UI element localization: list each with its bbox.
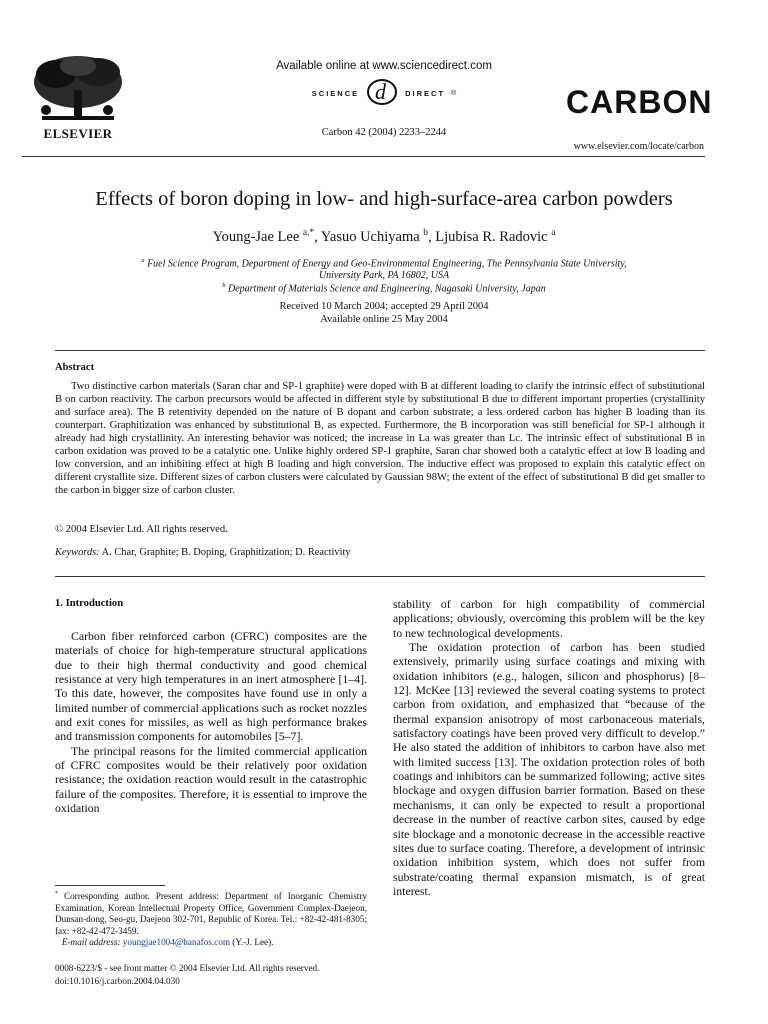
keywords-list: A. Char, Graphite; B. Doping, Graphitization; D. Reactivity [99,547,351,558]
affiliation-mark: a [141,257,145,264]
doi-line: doi:10.1016/j.carbon.2004.04.030 [55,976,180,986]
email-suffix: (Y.-J. Lee). [230,937,274,948]
footnote-mark: * [55,891,58,897]
right-column [393,597,705,898]
keywords-label: Keywords: [55,547,100,558]
sciencedirect-left-word: SCIENCE [311,88,360,98]
author-list [0,228,768,246]
author-name: Yasuo Uchiyama [320,228,420,245]
registered-mark: ® [451,89,457,97]
available-online-link[interactable]: Available online at www.sciencedirect.com [276,60,492,72]
title-divider [55,350,705,351]
affiliation-b [0,280,768,295]
sciencedirect-d-icon [365,75,399,112]
journal-url-link[interactable]: www.elsevier.com/locate/carbon [573,141,704,152]
author-separator: , [314,228,321,245]
email-label: E-mail address: [61,937,121,948]
affiliation-mark: b [222,282,226,289]
footnote [55,889,367,949]
journal-citation: Carbon 42 (2004) 2233–2244 [321,127,447,138]
affiliation-a [0,255,768,282]
author-name: Ljubisa R. Radovic [435,228,548,245]
front-matter-line: 0008-6223/$ - see front matter © 2004 Elsevier Ltd. All rights reserved. [55,963,320,973]
sciencedirect-right-word: DIRECT [405,88,446,98]
body-paragraph: The oxidation protection of carbon has been studied extensively, primarily using surface coatings and mixing with oxidation inhibitors (e.g., halogen, silicon and phosphorus) [8–12]. McKee [13] reviewed the several coating systems to protect carbon from oxidation, and emphasized that “because of the thermal expansion anisotropy of most carbonaceous materials, satisfactory coatings have been proved very difficult to develop.” He also stated the addition of inhibitors to carbon have also met with limited success [13]. The oxidation protection roles of both coatings and inhibitors can be summarized following; active sites blockage and oxygen diffusion barrier formation. Based on these mechanisms, it can only be expected to result a proportional decrease in the number of reactive carbon sites, caused by edge site blockage and a monotonic decrease in the accessible reactive sites due to surface coating. Therefore, a development of intrinsic oxidation inhibition system, which does not suffer from substrate/coating thermal expansion mismatch, is of great interest. [393,640,705,898]
affiliation-line: Department of Materials Science and Engineering, Nagasaki University, Japan [228,283,546,295]
abstract-divider [55,576,705,577]
article-title: Effects of boron doping in low- and high-surface-area carbon powders [95,188,673,210]
left-column [55,629,367,815]
abstract-heading: Abstract [55,362,95,373]
header-divider [22,156,705,157]
keywords [55,547,351,558]
abstract-copyright: © 2004 Elsevier Ltd. All rights reserved. [55,524,228,535]
body-paragraph-continued: stability of carbon for high compatibility of commercial applications; obviously, overcoming this problem will be the key to new technological developments. [393,597,705,640]
author-affiliation-mark: a,* [302,228,315,238]
available-date: Available online 25 May 2004 [320,314,448,325]
footnote-divider [55,885,165,886]
abstract-text: Two distinctive carbon materials (Saran char and SP-1 graphite) were doped with B at different loading to clarify the intrinsic effect of substitutional B on carbon reactivity. The carbon precursors would be affected in different style by substitutional B due to different important properties (crystallinity and surface area). The B retentivity depended on the nature of B dopant and carbon substrate; a less ordered carbon has higher B loading than its counterpart. Graphitization was enhanced by substitutional B, as expected. Furthermore, the B incorporation was still beneficial for SP-1 although it already had high crystallinity. An interesting behavior was noticed; the increase in La was greater than Lc. The intrinsic effect of substitutional B in carbon oxidation was proved to be a catalytic one. Unlike highly ordered SP-1 graphite, Saran char showed both a catalytic effect at low B loading and low conversion, and an inhibiting effect at high B loading and high conversion. The inductive effect was proposed to explain this catalytic effect on different crystallite size. Different sizes of carbon clusters were calculated by Gaussian 98W; the extent of the effect of substitutional B did get smaller to the carbon in bigger size of carbon cluster. [55,381,705,496]
affiliation-line: Fuel Science Program, Department of Energy and Geo-Environmental Engineering, The Pennsylvania State University, [147,258,627,270]
footnote-text: Corresponding author. Present address: Department of Inorganic Chemistry Examination, Korean Intellectual Property Office, Government Complex-Daejeon, Dunsan-dong, Seo-gu, Daejeon 302-701, Republic of Korea. Tel.: +82-42-481-8305; fax: +82-42-472-3459. [55,891,368,936]
body-paragraph: Carbon fiber reinforced carbon (CFRC) composites are the materials of choice for high-temperature structural applications due to their high thermal conductivity and good chemical resistance at very high temperatures in an inert atmosphere [1–4]. To this date, however, the composites have found use in only a limited number of commercial applications such as rocket nozzles and exit cones for missiles, as well as high performance brakes and transmission components for automobiles [5–7]. [55,629,367,744]
author-affiliation-mark: a [551,228,556,238]
section-heading: 1. Introduction [55,598,124,609]
journal-name: CARBON [566,84,713,120]
svg-text:d: d [375,78,387,104]
author-affiliation-mark: b [423,228,428,238]
publisher-name: ELSEVIER [43,126,113,141]
author-name: Young-Jae Lee [212,228,300,245]
body-paragraph: The principal reasons for the limited commercial application of CFRC composites would be their relatively poor oxidation resistance; the oxidation reaction would result in the catastrophic failure of the composites. Therefore, it is essential to improve the oxidation [55,743,367,816]
author-separator: , [428,228,436,245]
email-link[interactable]: youngjae1004@hanafos.com [122,937,230,948]
received-date: Received 10 March 2004; accepted 29 April 2004 [279,301,489,312]
affiliation-line: University Park, PA 16802, USA [318,270,450,282]
